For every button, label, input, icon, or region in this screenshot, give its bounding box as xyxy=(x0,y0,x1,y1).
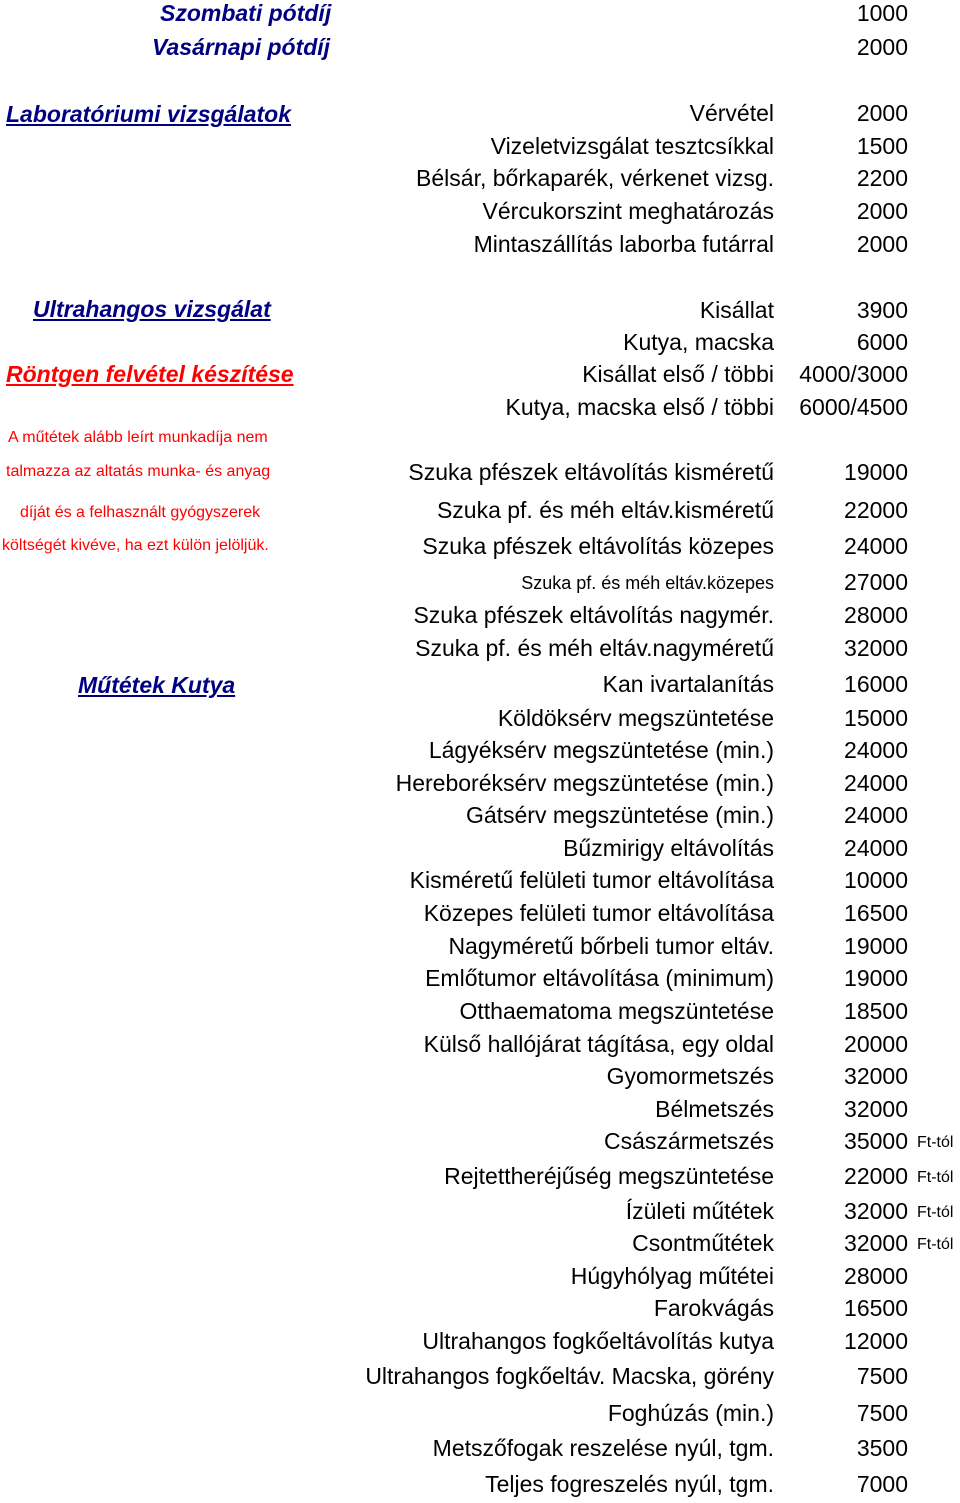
item-description: Kutya, macska xyxy=(623,329,774,355)
item-price: 15000 xyxy=(844,705,908,731)
item-description: Közepes felületi tumor eltávolítása xyxy=(423,900,774,926)
item-price: 7500 xyxy=(856,1400,908,1426)
category-surgery-dog: Műtétek Kutya xyxy=(78,672,236,698)
category-ultrasound: Ultrahangos vizsgálat xyxy=(33,296,271,322)
item-description: Hereboréksérv megszüntetése (min.) xyxy=(395,770,774,796)
item-description: Metszőfogak reszelése nyúl, tgm. xyxy=(432,1435,774,1461)
item-price: 27000 xyxy=(844,569,908,595)
item-price: 32000 xyxy=(844,1198,908,1224)
surcharge-price: 2000 xyxy=(856,34,908,60)
item-description: Kutya, macska első / többi xyxy=(505,394,774,420)
item-price: 24000 xyxy=(844,835,908,861)
note-line: A műtétek alább leírt munkadíja nem xyxy=(8,429,268,446)
item-price: 24000 xyxy=(844,533,908,559)
item-description: Kan ivartalanítás xyxy=(602,671,774,697)
item-price: 19000 xyxy=(844,459,908,485)
item-price: 24000 xyxy=(844,737,908,763)
item-price: 22000 xyxy=(844,1163,908,1189)
item-price: 3500 xyxy=(856,1435,908,1461)
item-description: Kisállat xyxy=(699,297,774,323)
item-description: Farokvágás xyxy=(653,1295,774,1321)
item-price: 12000 xyxy=(844,1328,908,1354)
item-description: Bélmetszés xyxy=(655,1096,774,1122)
item-price: 32000 xyxy=(844,1063,908,1089)
item-description: Ízületi műtétek xyxy=(625,1198,774,1224)
item-description: Nagyméretű bőrbeli tumor eltáv. xyxy=(448,933,774,959)
item-price: 6000/4500 xyxy=(799,394,908,420)
item-price: 28000 xyxy=(844,602,908,628)
item-description: Rejtettheréjűség megszüntetése xyxy=(444,1163,774,1189)
item-price: 20000 xyxy=(844,1031,908,1057)
item-description: Bélsár, bőrkaparék, vérkenet vizsg. xyxy=(416,165,774,191)
item-description: Köldöksérv megszüntetése xyxy=(497,705,774,731)
item-price: 3900 xyxy=(856,297,908,323)
item-price: 2000 xyxy=(856,100,908,126)
price-suffix: Ft-tól xyxy=(917,1204,954,1221)
item-description: Szuka pf. és méh eltáv.kisméretű xyxy=(436,497,774,523)
item-price: 32000 xyxy=(844,635,908,661)
item-price: 1500 xyxy=(856,133,908,159)
item-price: 32000 xyxy=(844,1096,908,1122)
item-description: Húgyhólyag műtétei xyxy=(570,1263,774,1289)
item-price: 16500 xyxy=(844,1295,908,1321)
item-description: Bűzmirigy eltávolítás xyxy=(563,835,774,861)
item-description: Foghúzás (min.) xyxy=(607,1400,774,1426)
note-line: költségét kivéve, ha ezt külön jelöljük. xyxy=(2,537,269,554)
note-line: talmazza az altatás munka- és anyag xyxy=(6,463,271,480)
item-price: 2000 xyxy=(856,198,908,224)
item-description: Ultrahangos fogkőeltáv. Macska, görény xyxy=(365,1363,774,1389)
item-price: 7500 xyxy=(856,1363,908,1389)
item-description: Csontműtétek xyxy=(632,1230,774,1256)
item-price: 19000 xyxy=(844,933,908,959)
price-suffix: Ft-tól xyxy=(917,1169,954,1186)
item-description: Mintaszállítás laborba futárral xyxy=(473,231,774,257)
item-price: 35000 xyxy=(844,1128,908,1154)
item-price: 2200 xyxy=(856,165,908,191)
item-description: Kisállat első / többi xyxy=(582,361,774,387)
item-description: Gátsérv megszüntetése (min.) xyxy=(465,802,774,828)
note-line: díját és a felhasznált gyógyszerek xyxy=(20,504,261,521)
item-description: Külső hallójárat tágítása, egy oldal xyxy=(423,1031,774,1057)
item-description: Vizeletvizsgálat tesztcsíkkal xyxy=(490,133,774,159)
item-price: 32000 xyxy=(844,1230,908,1256)
item-description: Vércukorszint meghatározás xyxy=(482,198,774,224)
surcharge-price: 1000 xyxy=(856,0,908,26)
price-suffix: Ft-tól xyxy=(917,1134,954,1151)
surcharge-label: Vasárnapi pótdíj xyxy=(152,34,331,60)
item-price: 7000 xyxy=(856,1471,908,1497)
item-description: Teljes fogreszelés nyúl, tgm. xyxy=(485,1471,774,1497)
item-description: Szuka pf. és méh eltáv.nagyméretű xyxy=(415,635,774,661)
item-description: Ultrahangos fogkőeltávolítás kutya xyxy=(422,1328,774,1354)
item-price: 16500 xyxy=(844,900,908,926)
item-description: Lágyéksérv megszüntetése (min.) xyxy=(428,737,774,763)
item-price: 24000 xyxy=(844,802,908,828)
price-suffix: Ft-tól xyxy=(917,1236,954,1253)
item-description: Otthaematoma megszüntetése xyxy=(459,998,774,1024)
item-description: Emlőtumor eltávolítása (minimum) xyxy=(425,965,774,991)
item-price: 24000 xyxy=(844,770,908,796)
item-description: Szuka pfészek eltávolítás nagymér. xyxy=(413,602,774,628)
item-price: 2000 xyxy=(856,231,908,257)
item-description: Gyomormetszés xyxy=(606,1063,774,1089)
item-price: 28000 xyxy=(844,1263,908,1289)
item-price: 19000 xyxy=(844,965,908,991)
item-description: Szuka pf. és méh eltáv.közepes xyxy=(521,573,774,593)
item-price: 4000/3000 xyxy=(799,361,908,387)
item-price: 10000 xyxy=(844,867,908,893)
category-laboratory: Laboratóriumi vizsgálatok xyxy=(6,101,292,127)
item-price: 22000 xyxy=(844,497,908,523)
item-price: 6000 xyxy=(856,329,908,355)
item-description: Szuka pfészek eltávolítás kisméretű xyxy=(408,459,774,485)
item-description: Kisméretű felületi tumor eltávolítása xyxy=(409,867,774,893)
item-price: 16000 xyxy=(844,671,908,697)
item-description: Vérvétel xyxy=(689,100,774,126)
surcharge-label: Szombati pótdíj xyxy=(160,0,332,26)
item-description: Szuka pfészek eltávolítás közepes xyxy=(422,533,774,559)
category-xray: Röntgen felvétel készítése xyxy=(6,361,294,387)
item-description: Császármetszés xyxy=(604,1128,774,1154)
item-price: 18500 xyxy=(844,998,908,1024)
